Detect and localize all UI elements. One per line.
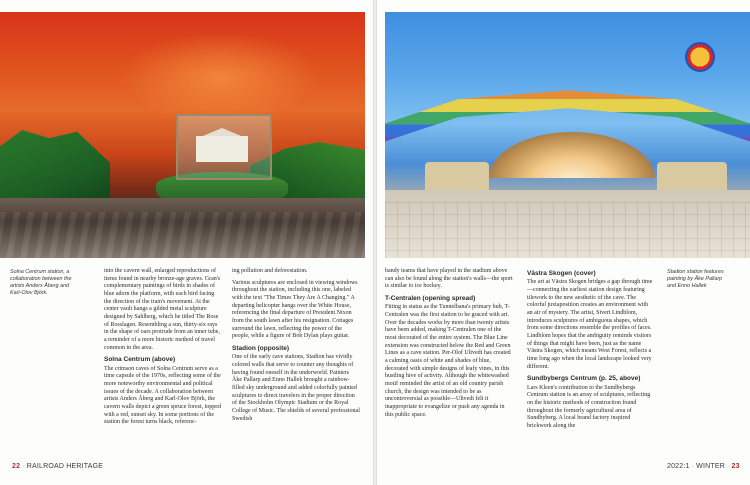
floor-tiles [385, 202, 750, 258]
page-number: 22 [12, 463, 21, 470]
right-page [377, 0, 750, 485]
paragraph: bandy teams that have played in the stadium above can also be found along the station's walls—the sport is similar to ice hockey. [385, 268, 513, 290]
bandy-shield [682, 39, 719, 76]
magazine-title: RAILROAD HERITAGE [26, 463, 104, 470]
solna-centrum-photo [0, 12, 365, 258]
section-heading: T-Centralen (opening spread) [385, 295, 476, 303]
section-heading: Sundbybergs Centrum (p. 25, above) [527, 375, 641, 383]
photo-caption-right: Stadion station features painting by Åke Pallarp and Enno Hallek [667, 269, 724, 290]
stadion-photo [385, 12, 750, 258]
section-heading: Stadion (opposite) [232, 345, 290, 353]
left-page [0, 0, 373, 485]
photo-caption-left: Solna Centrum station, a collaboration between the artists Anders Åberg and Karl-Olov Björk. [10, 269, 72, 297]
paragraph: One of the early cave stations, Stadion has vividly colored walls that serve to counter any thoughts of having found oneself in the underworld. Painters Åke Pallarp and Enno Hallek brought a rainbow-filled sky underground and added colorfully painted sculptures to direct travelers in the proper direction of the Stockholm Olympic Stadium or the Royal College of Music. The shields of several professional Swedish [232, 354, 360, 422]
sunset-sky [120, 32, 320, 122]
section-heading: Solna Centrum (above) [104, 356, 176, 364]
paragraph: The crimson caves of Solna Centrum serve as a time capsule of the 1970s, reflecting some of the more noteworthy environmental and political issues of the decade. A collaboration between artists Anders Åberg and Karl-Olov Björk, the cavern walls depict a green spruce forest, topped with a red, sunset sky. In some portions of the station the forest turns black, referenc- [104, 365, 221, 426]
paragraph: Various sculptures are enclosed in viewing windows throughout the station, including this one, labeled with the text "The Times They Are A Changing." A departing helicopter hangs over the White House, referencing the final departure of President Nixon from the south lawn after his resignation. Cottages surround the lawn, reflecting the power of the people, while a figure of Bob Dylan plays guitar. [232, 279, 358, 340]
white-house-sculpture [196, 136, 248, 162]
page-number: 23 [731, 463, 740, 470]
section-heading: Västra Skogen (cover) [527, 270, 596, 277]
text-column-4 [527, 268, 655, 435]
issue-number: 2022:1 [667, 463, 690, 470]
page-footer-right: 2022:1 · WINTER · 23 [667, 463, 740, 470]
paragraph: Fitting in status as the Tunnelbana's primary hub, T-Centralen was the first station to be graced with art. Over the decades works by more than twenty artists have been added, making T-Centralen one of the most decorated of the entire system. The Blue Line extension was constructed below the Red and Green Lines as a cave station. Per-Olof Ultvedt has created a calming oasis of white and shades of blue, decorated with simple designs of leafy vines, in this bustling hive of activity. Although the whitewashed motif reminded the artist of an old country parish church, the design was intended to be as uncontroversial as possible—Ultvedt felt it inappropriate to evangelize or push any agenda in this public space. [385, 304, 511, 418]
page-footer-left: 22 · RAILROAD HERITAGE [12, 463, 104, 470]
text-column-2 [232, 268, 360, 427]
tunnel-arch [489, 132, 655, 178]
paragraph: into the cavern wall, enlarged reproductions of items found in nearby bronze-age graves. Gran's complementary paintings of birds in shades of blue adorn the platform, with each bird facing the direction of the train's movement. At the center vault hangs a gilded metal sculpture designed by Sahlberg, which he titled The Rose of Rosslagen. Resembling a sun, thirty-six rays in the shape of oars protrude from an inner tube, a reminder of a more historic method of travel common in the area. [104, 268, 221, 351]
paragraph: The art at Västra Skogen bridges a gap through time—connecting the earliest station design featuring tilework to the new aesthetic of the cave. The colorful juxtaposition creates an environment with an air of mystery. The artist, Sivert Lindblom, introduces sculptures of ambiguous shapes, which from some directions resemble the profiles of faces. Lindblom hopes that the ambiguity reminds visitors of things that might have been, just as the name Västra Skogen, which means West Forest, reflects a time long ago when the local landscape looked very different. [527, 279, 653, 370]
paragraph: ing pollution and deforestation. [232, 268, 308, 274]
issue-season: WINTER [696, 463, 725, 470]
text-column-1 [104, 268, 222, 431]
platform-floor [0, 212, 365, 258]
text-column-3 [385, 268, 513, 423]
paragraph: Lars Kleen's contribution to the Sundbybergs Centrum station is an array of sculptures, reflecting on the historic methods of construction found throughout the formerly agricultural area of Sundbyberg. A local brand factory inspired brickwork along the [527, 384, 651, 430]
